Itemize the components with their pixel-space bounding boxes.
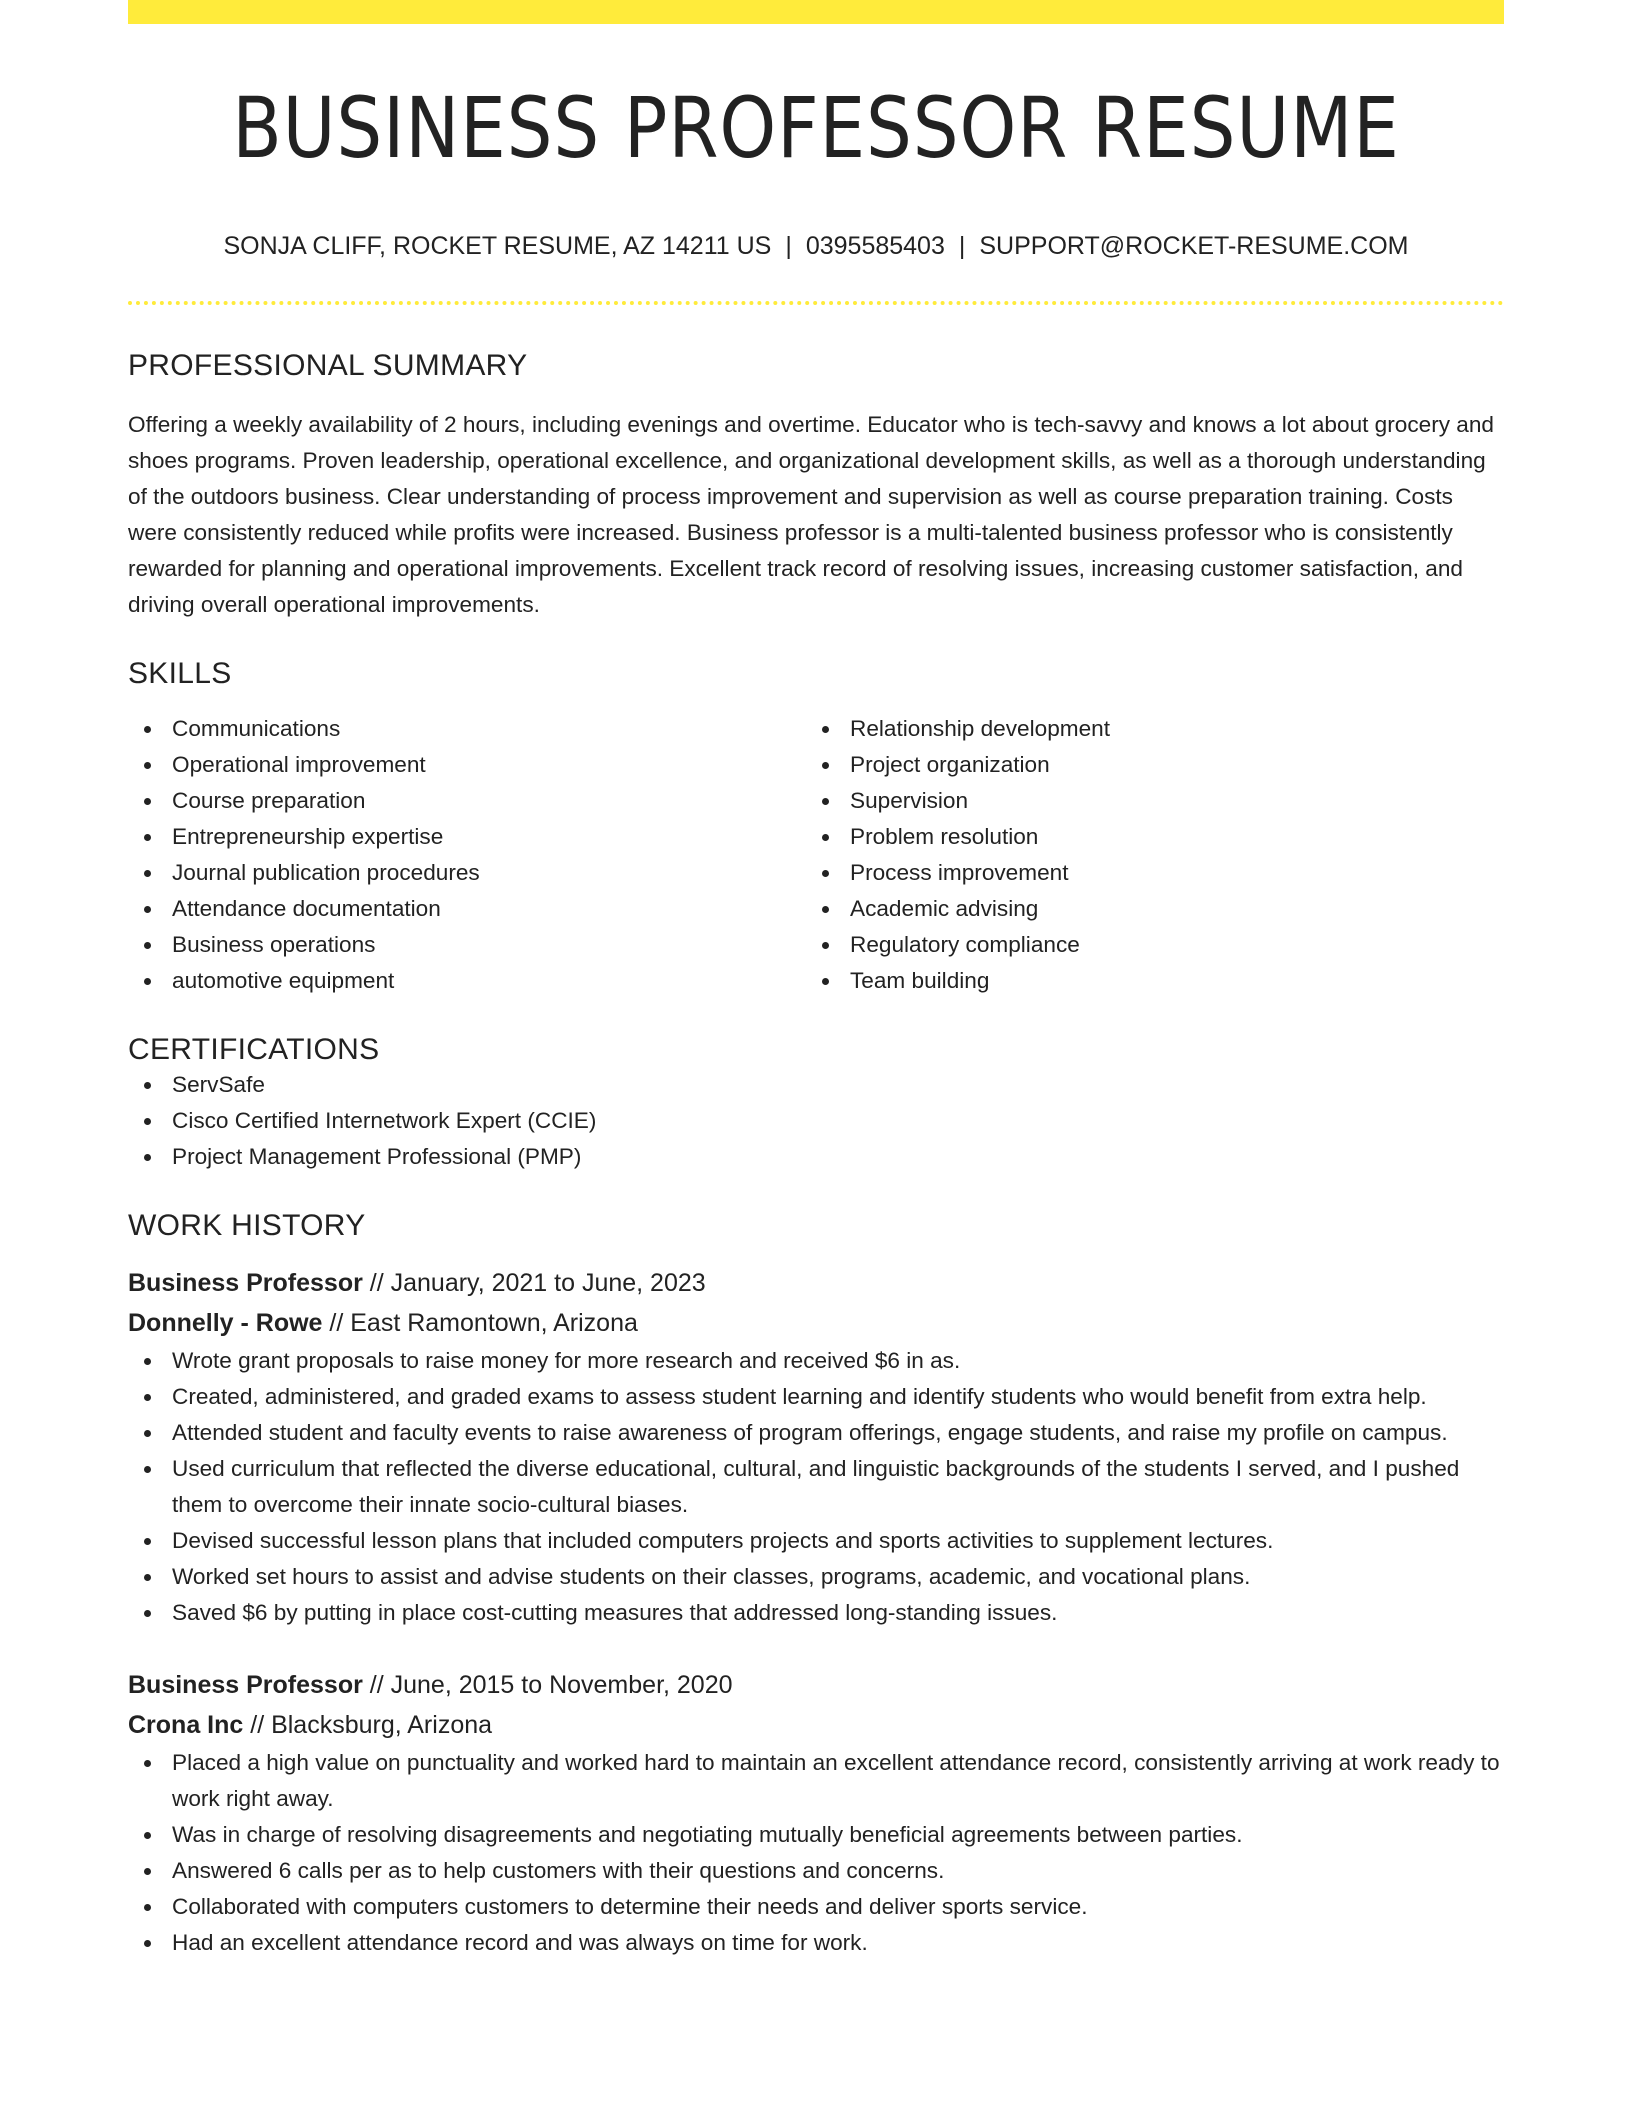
- contact-line: [128, 232, 1504, 261]
- job-company: Crona Inc: [128, 1711, 244, 1739]
- job-location: // Blacksburg, Arizona: [243, 1711, 493, 1739]
- skills-grid: [128, 711, 1504, 999]
- certification-item: ServSafe: [172, 1067, 1504, 1103]
- skill-item: Supervision: [850, 783, 1484, 819]
- job-duty: Wrote grant proposals to raise money for more research and received $6 in as.: [172, 1343, 1504, 1379]
- job-duty: Collaborated with computers customers to determine their needs and deliver sports service.: [172, 1889, 1504, 1925]
- dotted-divider: [128, 301, 1504, 305]
- summary-heading: PROFESSIONAL SUMMARY: [128, 349, 528, 382]
- job-company: Donnelly - Rowe: [128, 1309, 323, 1337]
- job-duty: Devised successful lesson plans that included computers projects and sports activities to supplement lectures.: [172, 1523, 1504, 1559]
- skills-list-right: [806, 711, 1484, 999]
- job-duty: Created, administered, and graded exams to assess student learning and identify students who would benefit from extra help.: [172, 1379, 1504, 1415]
- summary-text: Offering a weekly availability of 2 hours, including evenings and overtime. Educator who is tech-savvy and knows a lot about grocery and shoes programs. Proven leadership, operational excellence, and organizational development skills, as well as a thorough understanding of the outdoors business. Clear understanding of process improvement and supervision as well as course preparation training. Costs were consistently reduced while profits were increased. Business professor is a multi-talented business professor who is consistently rewarded for planning and operational improvements. Excellent track record of resolving issues, increasing customer satisfaction, and driving overall operational improvements.: [128, 412, 1494, 617]
- contact-phone: 0395585403: [805, 232, 945, 260]
- skill-item: Attendance documentation: [172, 891, 806, 927]
- job-title: Business Professor: [128, 1671, 363, 1699]
- skills-column-right: [806, 711, 1484, 999]
- contact-email: SUPPORT@ROCKET-RESUME.COM: [979, 232, 1409, 260]
- job-duty: Saved $6 by putting in place cost-cutting measures that addressed long-standing issues.: [172, 1595, 1504, 1631]
- skill-item: Team building: [850, 963, 1484, 999]
- skill-item: Regulatory compliance: [850, 927, 1484, 963]
- resume-page: [128, 0, 1504, 1961]
- skill-item: Academic advising: [850, 891, 1484, 927]
- certification-item: Project Management Professional (PMP): [172, 1139, 1504, 1175]
- job-title: Business Professor: [128, 1269, 363, 1297]
- skill-item: Process improvement: [850, 855, 1484, 891]
- job-entry: [128, 1263, 1504, 1631]
- skill-item: Communications: [172, 711, 806, 747]
- job-dates: // January, 2021 to June, 2023: [362, 1269, 706, 1297]
- skill-item: Operational improvement: [172, 747, 806, 783]
- certification-item: Cisco Certified Internetwork Expert (CCIE): [172, 1103, 1504, 1139]
- job-duty: Was in charge of resolving disagreements and negotiating mutually beneficial agreements between parties.: [172, 1817, 1504, 1853]
- job-title-line: [128, 1263, 1504, 1303]
- job-duty: Used curriculum that reflected the diverse educational, cultural, and linguistic backgrounds of the students I served, and I pushed them to overcome their innate socio-cultural biases.: [172, 1451, 1504, 1523]
- job-dates: // June, 2015 to November, 2020: [362, 1671, 733, 1699]
- job-duties-list: [128, 1343, 1504, 1631]
- job-location: // East Ramontown, Arizona: [322, 1309, 638, 1337]
- job-company-line: [128, 1303, 1504, 1343]
- skill-item: Journal publication procedures: [172, 855, 806, 891]
- job-duty: Worked set hours to assist and advise students on their classes, programs, academic, and vocational plans.: [172, 1559, 1504, 1595]
- skill-item: Project organization: [850, 747, 1484, 783]
- skills-heading: SKILLS: [128, 657, 232, 690]
- job-duty: Attended student and faculty events to raise awareness of program offerings, engage students, and raise my profile on campus.: [172, 1415, 1504, 1451]
- job-title-line: [128, 1665, 1504, 1705]
- skill-item: Problem resolution: [850, 819, 1484, 855]
- skill-item: automotive equipment: [172, 963, 806, 999]
- job-entry: [128, 1665, 1504, 1961]
- skills-list-left: [128, 711, 806, 999]
- job-duties-list: [128, 1745, 1504, 1961]
- skill-item: Course preparation: [172, 783, 806, 819]
- job-duty: Had an excellent attendance record and was always on time for work.: [172, 1925, 1504, 1961]
- accent-top-bar: [128, 0, 1504, 24]
- certifications-heading: CERTIFICATIONS: [128, 1033, 380, 1066]
- job-company-line: [128, 1705, 1504, 1745]
- contact-separator: |: [785, 232, 792, 260]
- work-history-heading: WORK HISTORY: [128, 1209, 366, 1242]
- skill-item: Business operations: [172, 927, 806, 963]
- contact-address: SONJA CLIFF, ROCKET RESUME, AZ 14211 US: [223, 232, 772, 260]
- job-duty: Answered 6 calls per as to help customers with their questions and concerns.: [172, 1853, 1504, 1889]
- skill-item: Relationship development: [850, 711, 1484, 747]
- certifications-list: [128, 1067, 1504, 1175]
- job-duty: Placed a high value on punctuality and worked hard to maintain an excellent attendance record, consistently arriving at work ready to work right away.: [172, 1745, 1504, 1817]
- skills-column-left: [128, 711, 806, 999]
- skill-item: Entrepreneurship expertise: [172, 819, 806, 855]
- contact-separator: |: [958, 232, 966, 260]
- page-title: BUSINESS PROFESSOR RESUME: [232, 79, 1400, 177]
